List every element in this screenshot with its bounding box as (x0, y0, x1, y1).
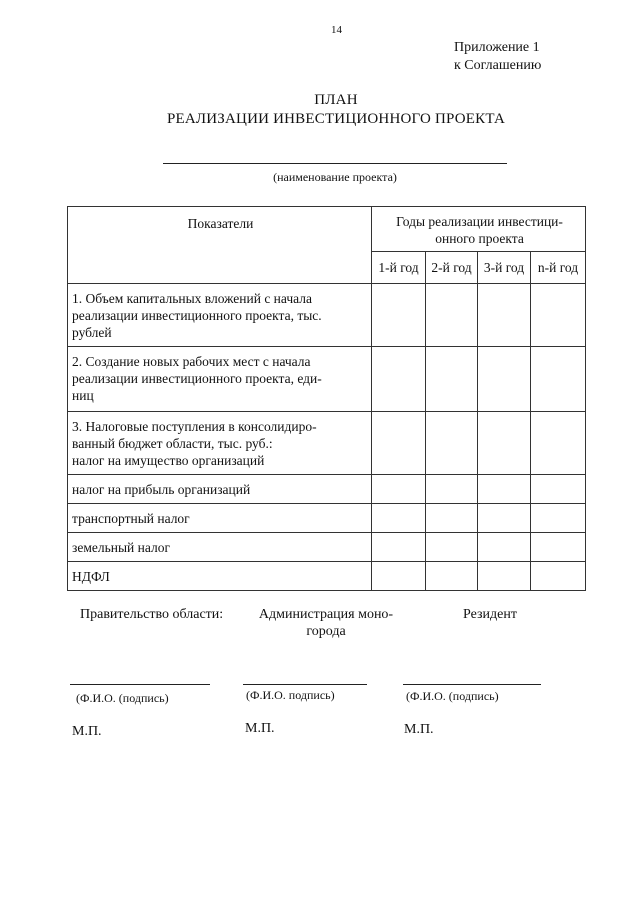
year-column-1: 1-й год (372, 252, 426, 284)
row-label-line: 1. Объем капитальных вложений с начала (72, 291, 312, 306)
annex-line-1: Приложение 1 (454, 40, 540, 55)
value-cell (531, 504, 586, 533)
row-label (68, 284, 372, 347)
table-row (68, 284, 586, 347)
table-header-row (68, 207, 586, 252)
value-cell (426, 504, 478, 533)
page-number: 14 (331, 24, 342, 36)
project-name-caption: (наименование проекта) (273, 170, 397, 184)
row-label-line: ниц (72, 388, 94, 403)
header-years-line-1: Годы реализации инвестици- (396, 214, 563, 229)
stamp-place-administration: М.П. (245, 721, 275, 736)
header-years (372, 207, 586, 252)
row-label: транспортный налог (68, 504, 372, 533)
title-line-1: ПЛАН (314, 92, 358, 108)
value-cell (531, 347, 586, 412)
table-row (68, 347, 586, 412)
row-label: НДФЛ (68, 562, 372, 591)
row-label (68, 347, 372, 412)
row-label (68, 412, 372, 475)
value-cell (372, 347, 426, 412)
value-cell (426, 347, 478, 412)
value-cell (426, 533, 478, 562)
title-line-2: РЕАЛИЗАЦИИ ИНВЕСТИЦИОННОГО ПРОЕКТА (166, 111, 506, 127)
value-cell (372, 562, 426, 591)
value-cell (372, 504, 426, 533)
row-label-line: реализации инвестиционного проекта, тыс. (72, 308, 322, 323)
row-label: налог на прибыль организаций (68, 475, 372, 504)
header-years-line-2: онного проекта (435, 231, 524, 246)
value-cell (478, 284, 531, 347)
row-label: земельный налог (68, 533, 372, 562)
investment-plan-table (67, 206, 586, 591)
value-cell (426, 284, 478, 347)
value-cell (372, 284, 426, 347)
value-cell (478, 504, 531, 533)
header-indicators: Показатели (68, 207, 372, 284)
value-cell (531, 475, 586, 504)
value-cell (478, 475, 531, 504)
value-cell (426, 562, 478, 591)
value-cell (372, 533, 426, 562)
row-label-line: 3. Налоговые поступления в консолидиро- (72, 419, 317, 434)
row-label-line: 2. Создание новых рабочих мест с начала (72, 354, 311, 369)
signatory-administration (236, 606, 416, 640)
table-row (68, 533, 586, 562)
value-cell (372, 412, 426, 475)
row-label-line: ванный бюджет области, тыс. руб.: (72, 436, 273, 451)
year-column-2: 2-й год (426, 252, 478, 284)
row-label-line: налог на имущество организаций (72, 453, 265, 468)
value-cell (426, 475, 478, 504)
signatory-resident: Резидент (463, 607, 517, 622)
project-name-line (163, 163, 507, 164)
table-row (68, 504, 586, 533)
value-cell (531, 284, 586, 347)
value-cell (531, 562, 586, 591)
year-column-4: n-й год (531, 252, 586, 284)
annex-reference (454, 39, 541, 75)
table-row (68, 412, 586, 475)
value-cell (426, 412, 478, 475)
signature-caption-resident: (Ф.И.О. (подпись) (406, 689, 499, 703)
annex-line-2: к Соглашению (454, 58, 542, 73)
document-title (0, 91, 640, 129)
signatory-administration-line-2: города (306, 624, 346, 639)
signatory-administration-line-1: Администрация моно- (258, 607, 394, 622)
row-label-line: реализации инвестиционного проекта, еди- (72, 371, 322, 386)
stamp-place-government: М.П. (72, 724, 102, 739)
row-label-line: рублей (72, 325, 112, 340)
value-cell (531, 533, 586, 562)
signature-caption-government: (Ф.И.О. (подпись) (76, 691, 169, 705)
signature-line-resident (403, 684, 541, 685)
value-cell (478, 562, 531, 591)
stamp-place-resident: М.П. (404, 722, 434, 737)
signature-caption-administration: (Ф.И.О. подпись) (246, 688, 335, 702)
signatory-government: Правительство области: (80, 607, 224, 622)
table-row (68, 562, 586, 591)
value-cell (478, 412, 531, 475)
table-row (68, 475, 586, 504)
signature-line-government (70, 684, 210, 685)
value-cell (372, 475, 426, 504)
signature-line-administration (243, 684, 367, 685)
value-cell (531, 412, 586, 475)
year-column-3: 3-й год (478, 252, 531, 284)
value-cell (478, 347, 531, 412)
value-cell (478, 533, 531, 562)
